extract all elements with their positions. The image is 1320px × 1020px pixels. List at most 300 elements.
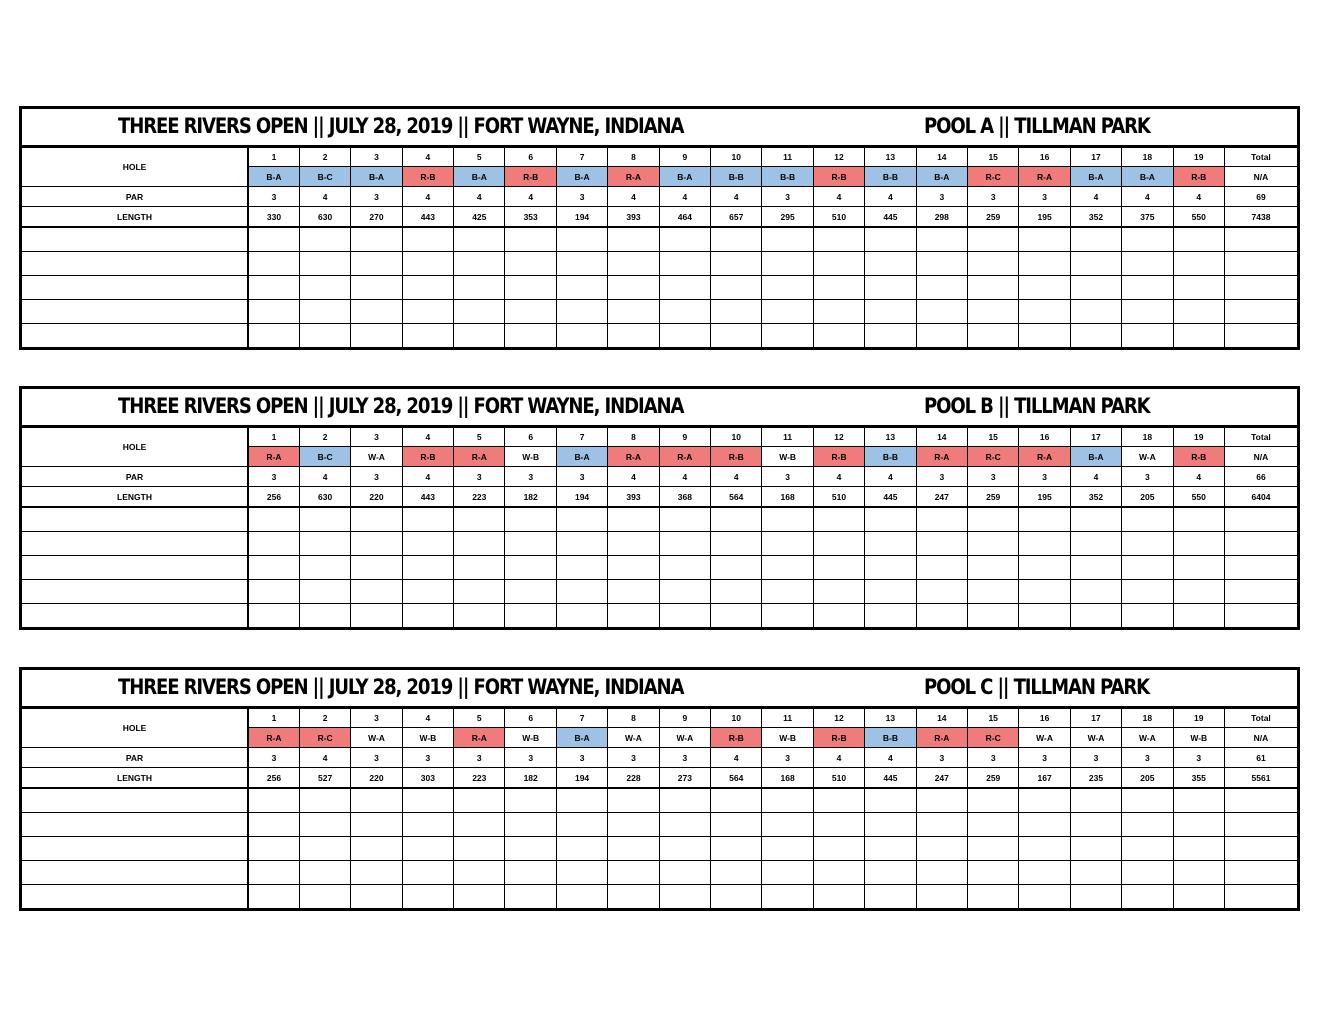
score-entry-cell[interactable] xyxy=(299,252,350,276)
score-entry-cell[interactable] xyxy=(916,507,967,532)
score-entry-cell[interactable] xyxy=(711,252,762,276)
score-entry-cell[interactable] xyxy=(659,861,710,885)
score-entry-cell[interactable] xyxy=(813,837,864,861)
player-score-row[interactable] xyxy=(22,300,1297,324)
score-entry-cell[interactable] xyxy=(711,885,762,909)
score-entry-cell[interactable] xyxy=(299,885,350,909)
player-score-row[interactable] xyxy=(22,580,1297,604)
score-entry-cell[interactable] xyxy=(1173,604,1224,628)
score-entry-cell[interactable] xyxy=(248,580,299,604)
score-entry-cell[interactable] xyxy=(1019,813,1070,837)
score-entry-cell[interactable] xyxy=(1019,252,1070,276)
score-entry-cell[interactable] xyxy=(711,861,762,885)
score-entry-cell[interactable] xyxy=(454,837,505,861)
score-entry-cell[interactable] xyxy=(865,227,916,252)
score-entry-cell[interactable] xyxy=(556,580,607,604)
score-entry-cell[interactable] xyxy=(916,788,967,813)
score-entry-cell[interactable] xyxy=(608,252,659,276)
score-entry-cell[interactable] xyxy=(865,813,916,837)
score-entry-cell[interactable] xyxy=(299,532,350,556)
score-entry-cell[interactable] xyxy=(1070,604,1121,628)
score-entry-cell[interactable] xyxy=(1070,788,1121,813)
score-entry-cell[interactable] xyxy=(1122,788,1173,813)
score-entry-cell[interactable] xyxy=(1070,300,1121,324)
score-entry-cell[interactable] xyxy=(454,885,505,909)
player-score-row[interactable] xyxy=(22,252,1297,276)
score-entry-cell[interactable] xyxy=(1224,788,1297,813)
score-entry-cell[interactable] xyxy=(351,556,402,580)
score-entry-cell[interactable] xyxy=(299,861,350,885)
score-entry-cell[interactable] xyxy=(402,507,453,532)
score-entry-cell[interactable] xyxy=(762,324,813,348)
player-score-row[interactable] xyxy=(22,507,1297,532)
player-name-cell[interactable] xyxy=(22,227,248,252)
score-entry-cell[interactable] xyxy=(1070,276,1121,300)
score-entry-cell[interactable] xyxy=(813,885,864,909)
score-entry-cell[interactable] xyxy=(711,324,762,348)
score-entry-cell[interactable] xyxy=(402,227,453,252)
score-entry-cell[interactable] xyxy=(351,837,402,861)
score-entry-cell[interactable] xyxy=(865,324,916,348)
score-entry-cell[interactable] xyxy=(454,580,505,604)
score-entry-cell[interactable] xyxy=(762,276,813,300)
score-entry-cell[interactable] xyxy=(813,604,864,628)
score-entry-cell[interactable] xyxy=(916,837,967,861)
score-entry-cell[interactable] xyxy=(1173,556,1224,580)
player-score-row[interactable] xyxy=(22,861,1297,885)
score-entry-cell[interactable] xyxy=(968,861,1019,885)
score-entry-cell[interactable] xyxy=(813,507,864,532)
score-entry-cell[interactable] xyxy=(505,300,556,324)
score-entry-cell[interactable] xyxy=(505,324,556,348)
score-entry-cell[interactable] xyxy=(813,532,864,556)
score-entry-cell[interactable] xyxy=(608,532,659,556)
score-entry-cell[interactable] xyxy=(1070,580,1121,604)
score-entry-cell[interactable] xyxy=(813,813,864,837)
score-entry-cell[interactable] xyxy=(608,604,659,628)
player-name-cell[interactable] xyxy=(22,507,248,532)
score-entry-cell[interactable] xyxy=(608,788,659,813)
score-entry-cell[interactable] xyxy=(865,885,916,909)
score-entry-cell[interactable] xyxy=(1019,300,1070,324)
score-entry-cell[interactable] xyxy=(659,276,710,300)
score-entry-cell[interactable] xyxy=(1070,227,1121,252)
score-entry-cell[interactable] xyxy=(1173,580,1224,604)
player-score-row[interactable] xyxy=(22,604,1297,628)
score-entry-cell[interactable] xyxy=(916,324,967,348)
score-entry-cell[interactable] xyxy=(454,276,505,300)
score-entry-cell[interactable] xyxy=(1019,532,1070,556)
score-entry-cell[interactable] xyxy=(865,252,916,276)
score-entry-cell[interactable] xyxy=(248,556,299,580)
score-entry-cell[interactable] xyxy=(813,580,864,604)
score-entry-cell[interactable] xyxy=(402,276,453,300)
score-entry-cell[interactable] xyxy=(505,580,556,604)
score-entry-cell[interactable] xyxy=(968,324,1019,348)
score-entry-cell[interactable] xyxy=(1224,604,1297,628)
score-entry-cell[interactable] xyxy=(1070,813,1121,837)
score-entry-cell[interactable] xyxy=(762,885,813,909)
score-entry-cell[interactable] xyxy=(1173,276,1224,300)
score-entry-cell[interactable] xyxy=(402,556,453,580)
score-entry-cell[interactable] xyxy=(762,300,813,324)
score-entry-cell[interactable] xyxy=(505,252,556,276)
score-entry-cell[interactable] xyxy=(454,324,505,348)
score-entry-cell[interactable] xyxy=(865,580,916,604)
score-entry-cell[interactable] xyxy=(608,300,659,324)
player-score-row[interactable] xyxy=(22,324,1297,348)
score-entry-cell[interactable] xyxy=(402,532,453,556)
score-entry-cell[interactable] xyxy=(556,252,607,276)
player-name-cell[interactable] xyxy=(22,324,248,348)
score-entry-cell[interactable] xyxy=(865,532,916,556)
score-entry-cell[interactable] xyxy=(556,276,607,300)
player-name-cell[interactable] xyxy=(22,532,248,556)
score-entry-cell[interactable] xyxy=(968,300,1019,324)
score-entry-cell[interactable] xyxy=(1224,300,1297,324)
score-entry-cell[interactable] xyxy=(1224,227,1297,252)
score-entry-cell[interactable] xyxy=(402,885,453,909)
score-entry-cell[interactable] xyxy=(608,861,659,885)
player-name-cell[interactable] xyxy=(22,276,248,300)
player-name-cell[interactable] xyxy=(22,252,248,276)
score-entry-cell[interactable] xyxy=(1070,532,1121,556)
player-score-row[interactable] xyxy=(22,556,1297,580)
score-entry-cell[interactable] xyxy=(351,861,402,885)
score-entry-cell[interactable] xyxy=(1122,252,1173,276)
score-entry-cell[interactable] xyxy=(1173,300,1224,324)
score-entry-cell[interactable] xyxy=(1019,556,1070,580)
score-entry-cell[interactable] xyxy=(299,580,350,604)
score-entry-cell[interactable] xyxy=(505,227,556,252)
score-entry-cell[interactable] xyxy=(1070,252,1121,276)
score-entry-cell[interactable] xyxy=(248,252,299,276)
score-entry-cell[interactable] xyxy=(402,861,453,885)
score-entry-cell[interactable] xyxy=(968,837,1019,861)
score-entry-cell[interactable] xyxy=(916,604,967,628)
score-entry-cell[interactable] xyxy=(711,227,762,252)
score-entry-cell[interactable] xyxy=(1070,837,1121,861)
score-entry-cell[interactable] xyxy=(351,324,402,348)
score-entry-cell[interactable] xyxy=(1122,227,1173,252)
score-entry-cell[interactable] xyxy=(762,604,813,628)
score-entry-cell[interactable] xyxy=(505,837,556,861)
player-name-cell[interactable] xyxy=(22,813,248,837)
score-entry-cell[interactable] xyxy=(1070,861,1121,885)
score-entry-cell[interactable] xyxy=(762,813,813,837)
score-entry-cell[interactable] xyxy=(248,532,299,556)
score-entry-cell[interactable] xyxy=(1173,532,1224,556)
score-entry-cell[interactable] xyxy=(762,507,813,532)
score-entry-cell[interactable] xyxy=(299,813,350,837)
score-entry-cell[interactable] xyxy=(299,837,350,861)
player-name-cell[interactable] xyxy=(22,837,248,861)
score-entry-cell[interactable] xyxy=(711,276,762,300)
score-entry-cell[interactable] xyxy=(659,324,710,348)
score-entry-cell[interactable] xyxy=(1122,813,1173,837)
score-entry-cell[interactable] xyxy=(1019,837,1070,861)
score-entry-cell[interactable] xyxy=(711,813,762,837)
score-entry-cell[interactable] xyxy=(248,227,299,252)
score-entry-cell[interactable] xyxy=(813,276,864,300)
score-entry-cell[interactable] xyxy=(916,813,967,837)
score-entry-cell[interactable] xyxy=(608,507,659,532)
score-entry-cell[interactable] xyxy=(505,532,556,556)
score-entry-cell[interactable] xyxy=(916,227,967,252)
score-entry-cell[interactable] xyxy=(556,324,607,348)
score-entry-cell[interactable] xyxy=(1224,507,1297,532)
score-entry-cell[interactable] xyxy=(402,604,453,628)
score-entry-cell[interactable] xyxy=(1122,324,1173,348)
score-entry-cell[interactable] xyxy=(1224,556,1297,580)
score-entry-cell[interactable] xyxy=(1122,532,1173,556)
score-entry-cell[interactable] xyxy=(711,300,762,324)
score-entry-cell[interactable] xyxy=(1173,861,1224,885)
score-entry-cell[interactable] xyxy=(865,300,916,324)
score-entry-cell[interactable] xyxy=(351,885,402,909)
score-entry-cell[interactable] xyxy=(1224,532,1297,556)
score-entry-cell[interactable] xyxy=(299,227,350,252)
score-entry-cell[interactable] xyxy=(1122,507,1173,532)
score-entry-cell[interactable] xyxy=(608,556,659,580)
score-entry-cell[interactable] xyxy=(1173,507,1224,532)
score-entry-cell[interactable] xyxy=(248,837,299,861)
player-name-cell[interactable] xyxy=(22,885,248,909)
score-entry-cell[interactable] xyxy=(813,227,864,252)
score-entry-cell[interactable] xyxy=(1173,252,1224,276)
score-entry-cell[interactable] xyxy=(711,788,762,813)
score-entry-cell[interactable] xyxy=(402,300,453,324)
score-entry-cell[interactable] xyxy=(556,227,607,252)
score-entry-cell[interactable] xyxy=(968,788,1019,813)
score-entry-cell[interactable] xyxy=(916,885,967,909)
score-entry-cell[interactable] xyxy=(865,861,916,885)
score-entry-cell[interactable] xyxy=(762,556,813,580)
score-entry-cell[interactable] xyxy=(916,300,967,324)
score-entry-cell[interactable] xyxy=(762,227,813,252)
score-entry-cell[interactable] xyxy=(556,604,607,628)
score-entry-cell[interactable] xyxy=(556,532,607,556)
score-entry-cell[interactable] xyxy=(916,861,967,885)
score-entry-cell[interactable] xyxy=(351,276,402,300)
score-entry-cell[interactable] xyxy=(556,861,607,885)
score-entry-cell[interactable] xyxy=(1070,324,1121,348)
score-entry-cell[interactable] xyxy=(1122,837,1173,861)
score-entry-cell[interactable] xyxy=(248,300,299,324)
score-entry-cell[interactable] xyxy=(248,324,299,348)
score-entry-cell[interactable] xyxy=(813,252,864,276)
score-entry-cell[interactable] xyxy=(1224,837,1297,861)
score-entry-cell[interactable] xyxy=(916,556,967,580)
score-entry-cell[interactable] xyxy=(1019,885,1070,909)
score-entry-cell[interactable] xyxy=(865,837,916,861)
score-entry-cell[interactable] xyxy=(402,788,453,813)
score-entry-cell[interactable] xyxy=(968,532,1019,556)
score-entry-cell[interactable] xyxy=(248,604,299,628)
score-entry-cell[interactable] xyxy=(968,556,1019,580)
score-entry-cell[interactable] xyxy=(402,324,453,348)
score-entry-cell[interactable] xyxy=(1019,507,1070,532)
score-entry-cell[interactable] xyxy=(1224,813,1297,837)
score-entry-cell[interactable] xyxy=(1224,252,1297,276)
score-entry-cell[interactable] xyxy=(813,324,864,348)
score-entry-cell[interactable] xyxy=(813,300,864,324)
score-entry-cell[interactable] xyxy=(865,556,916,580)
score-entry-cell[interactable] xyxy=(659,300,710,324)
score-entry-cell[interactable] xyxy=(711,837,762,861)
score-entry-cell[interactable] xyxy=(916,532,967,556)
score-entry-cell[interactable] xyxy=(968,604,1019,628)
player-score-row[interactable] xyxy=(22,276,1297,300)
score-entry-cell[interactable] xyxy=(608,324,659,348)
score-entry-cell[interactable] xyxy=(351,300,402,324)
score-entry-cell[interactable] xyxy=(1173,837,1224,861)
score-entry-cell[interactable] xyxy=(556,300,607,324)
score-entry-cell[interactable] xyxy=(505,861,556,885)
score-entry-cell[interactable] xyxy=(1173,324,1224,348)
score-entry-cell[interactable] xyxy=(1173,813,1224,837)
score-entry-cell[interactable] xyxy=(608,813,659,837)
score-entry-cell[interactable] xyxy=(299,788,350,813)
score-entry-cell[interactable] xyxy=(762,532,813,556)
score-entry-cell[interactable] xyxy=(351,580,402,604)
score-entry-cell[interactable] xyxy=(351,813,402,837)
score-entry-cell[interactable] xyxy=(968,227,1019,252)
score-entry-cell[interactable] xyxy=(968,813,1019,837)
score-entry-cell[interactable] xyxy=(505,788,556,813)
score-entry-cell[interactable] xyxy=(659,788,710,813)
score-entry-cell[interactable] xyxy=(1122,276,1173,300)
score-entry-cell[interactable] xyxy=(556,507,607,532)
score-entry-cell[interactable] xyxy=(248,813,299,837)
score-entry-cell[interactable] xyxy=(1019,324,1070,348)
score-entry-cell[interactable] xyxy=(299,507,350,532)
score-entry-cell[interactable] xyxy=(505,604,556,628)
score-entry-cell[interactable] xyxy=(1122,861,1173,885)
score-entry-cell[interactable] xyxy=(351,252,402,276)
score-entry-cell[interactable] xyxy=(608,837,659,861)
score-entry-cell[interactable] xyxy=(402,252,453,276)
score-entry-cell[interactable] xyxy=(505,276,556,300)
score-entry-cell[interactable] xyxy=(454,788,505,813)
score-entry-cell[interactable] xyxy=(351,788,402,813)
score-entry-cell[interactable] xyxy=(1224,276,1297,300)
score-entry-cell[interactable] xyxy=(1122,885,1173,909)
score-entry-cell[interactable] xyxy=(659,837,710,861)
score-entry-cell[interactable] xyxy=(454,604,505,628)
score-entry-cell[interactable] xyxy=(659,813,710,837)
score-entry-cell[interactable] xyxy=(608,580,659,604)
score-entry-cell[interactable] xyxy=(402,580,453,604)
score-entry-cell[interactable] xyxy=(659,580,710,604)
score-entry-cell[interactable] xyxy=(659,604,710,628)
score-entry-cell[interactable] xyxy=(1224,861,1297,885)
player-name-cell[interactable] xyxy=(22,300,248,324)
score-entry-cell[interactable] xyxy=(454,252,505,276)
score-entry-cell[interactable] xyxy=(968,276,1019,300)
score-entry-cell[interactable] xyxy=(659,252,710,276)
score-entry-cell[interactable] xyxy=(454,300,505,324)
score-entry-cell[interactable] xyxy=(556,885,607,909)
player-name-cell[interactable] xyxy=(22,788,248,813)
score-entry-cell[interactable] xyxy=(1019,788,1070,813)
score-entry-cell[interactable] xyxy=(659,532,710,556)
score-entry-cell[interactable] xyxy=(454,861,505,885)
score-entry-cell[interactable] xyxy=(865,507,916,532)
score-entry-cell[interactable] xyxy=(248,507,299,532)
score-entry-cell[interactable] xyxy=(916,580,967,604)
score-entry-cell[interactable] xyxy=(1019,227,1070,252)
score-entry-cell[interactable] xyxy=(402,813,453,837)
score-entry-cell[interactable] xyxy=(968,252,1019,276)
score-entry-cell[interactable] xyxy=(1070,885,1121,909)
score-entry-cell[interactable] xyxy=(711,532,762,556)
score-entry-cell[interactable] xyxy=(1173,885,1224,909)
score-entry-cell[interactable] xyxy=(659,227,710,252)
score-entry-cell[interactable] xyxy=(865,788,916,813)
score-entry-cell[interactable] xyxy=(762,788,813,813)
score-entry-cell[interactable] xyxy=(762,580,813,604)
player-score-row[interactable] xyxy=(22,532,1297,556)
score-entry-cell[interactable] xyxy=(1019,276,1070,300)
score-entry-cell[interactable] xyxy=(299,300,350,324)
score-entry-cell[interactable] xyxy=(299,276,350,300)
score-entry-cell[interactable] xyxy=(1019,604,1070,628)
score-entry-cell[interactable] xyxy=(454,556,505,580)
player-name-cell[interactable] xyxy=(22,556,248,580)
score-entry-cell[interactable] xyxy=(248,276,299,300)
score-entry-cell[interactable] xyxy=(299,556,350,580)
score-entry-cell[interactable] xyxy=(351,604,402,628)
player-score-row[interactable] xyxy=(22,227,1297,252)
score-entry-cell[interactable] xyxy=(299,324,350,348)
score-entry-cell[interactable] xyxy=(1122,580,1173,604)
score-entry-cell[interactable] xyxy=(968,580,1019,604)
score-entry-cell[interactable] xyxy=(659,507,710,532)
score-entry-cell[interactable] xyxy=(968,507,1019,532)
score-entry-cell[interactable] xyxy=(454,227,505,252)
player-name-cell[interactable] xyxy=(22,861,248,885)
score-entry-cell[interactable] xyxy=(813,556,864,580)
score-entry-cell[interactable] xyxy=(608,276,659,300)
score-entry-cell[interactable] xyxy=(711,507,762,532)
score-entry-cell[interactable] xyxy=(556,813,607,837)
score-entry-cell[interactable] xyxy=(454,532,505,556)
score-entry-cell[interactable] xyxy=(762,861,813,885)
score-entry-cell[interactable] xyxy=(556,837,607,861)
player-score-row[interactable] xyxy=(22,837,1297,861)
score-entry-cell[interactable] xyxy=(1224,324,1297,348)
score-entry-cell[interactable] xyxy=(711,580,762,604)
score-entry-cell[interactable] xyxy=(1173,227,1224,252)
player-score-row[interactable] xyxy=(22,788,1297,813)
score-entry-cell[interactable] xyxy=(1122,604,1173,628)
score-entry-cell[interactable] xyxy=(402,837,453,861)
score-entry-cell[interactable] xyxy=(1224,580,1297,604)
score-entry-cell[interactable] xyxy=(865,604,916,628)
score-entry-cell[interactable] xyxy=(608,227,659,252)
score-entry-cell[interactable] xyxy=(1019,580,1070,604)
score-entry-cell[interactable] xyxy=(916,252,967,276)
score-entry-cell[interactable] xyxy=(711,556,762,580)
score-entry-cell[interactable] xyxy=(1070,507,1121,532)
player-name-cell[interactable] xyxy=(22,604,248,628)
score-entry-cell[interactable] xyxy=(351,227,402,252)
score-entry-cell[interactable] xyxy=(1122,556,1173,580)
score-entry-cell[interactable] xyxy=(248,885,299,909)
score-entry-cell[interactable] xyxy=(1224,885,1297,909)
score-entry-cell[interactable] xyxy=(248,788,299,813)
